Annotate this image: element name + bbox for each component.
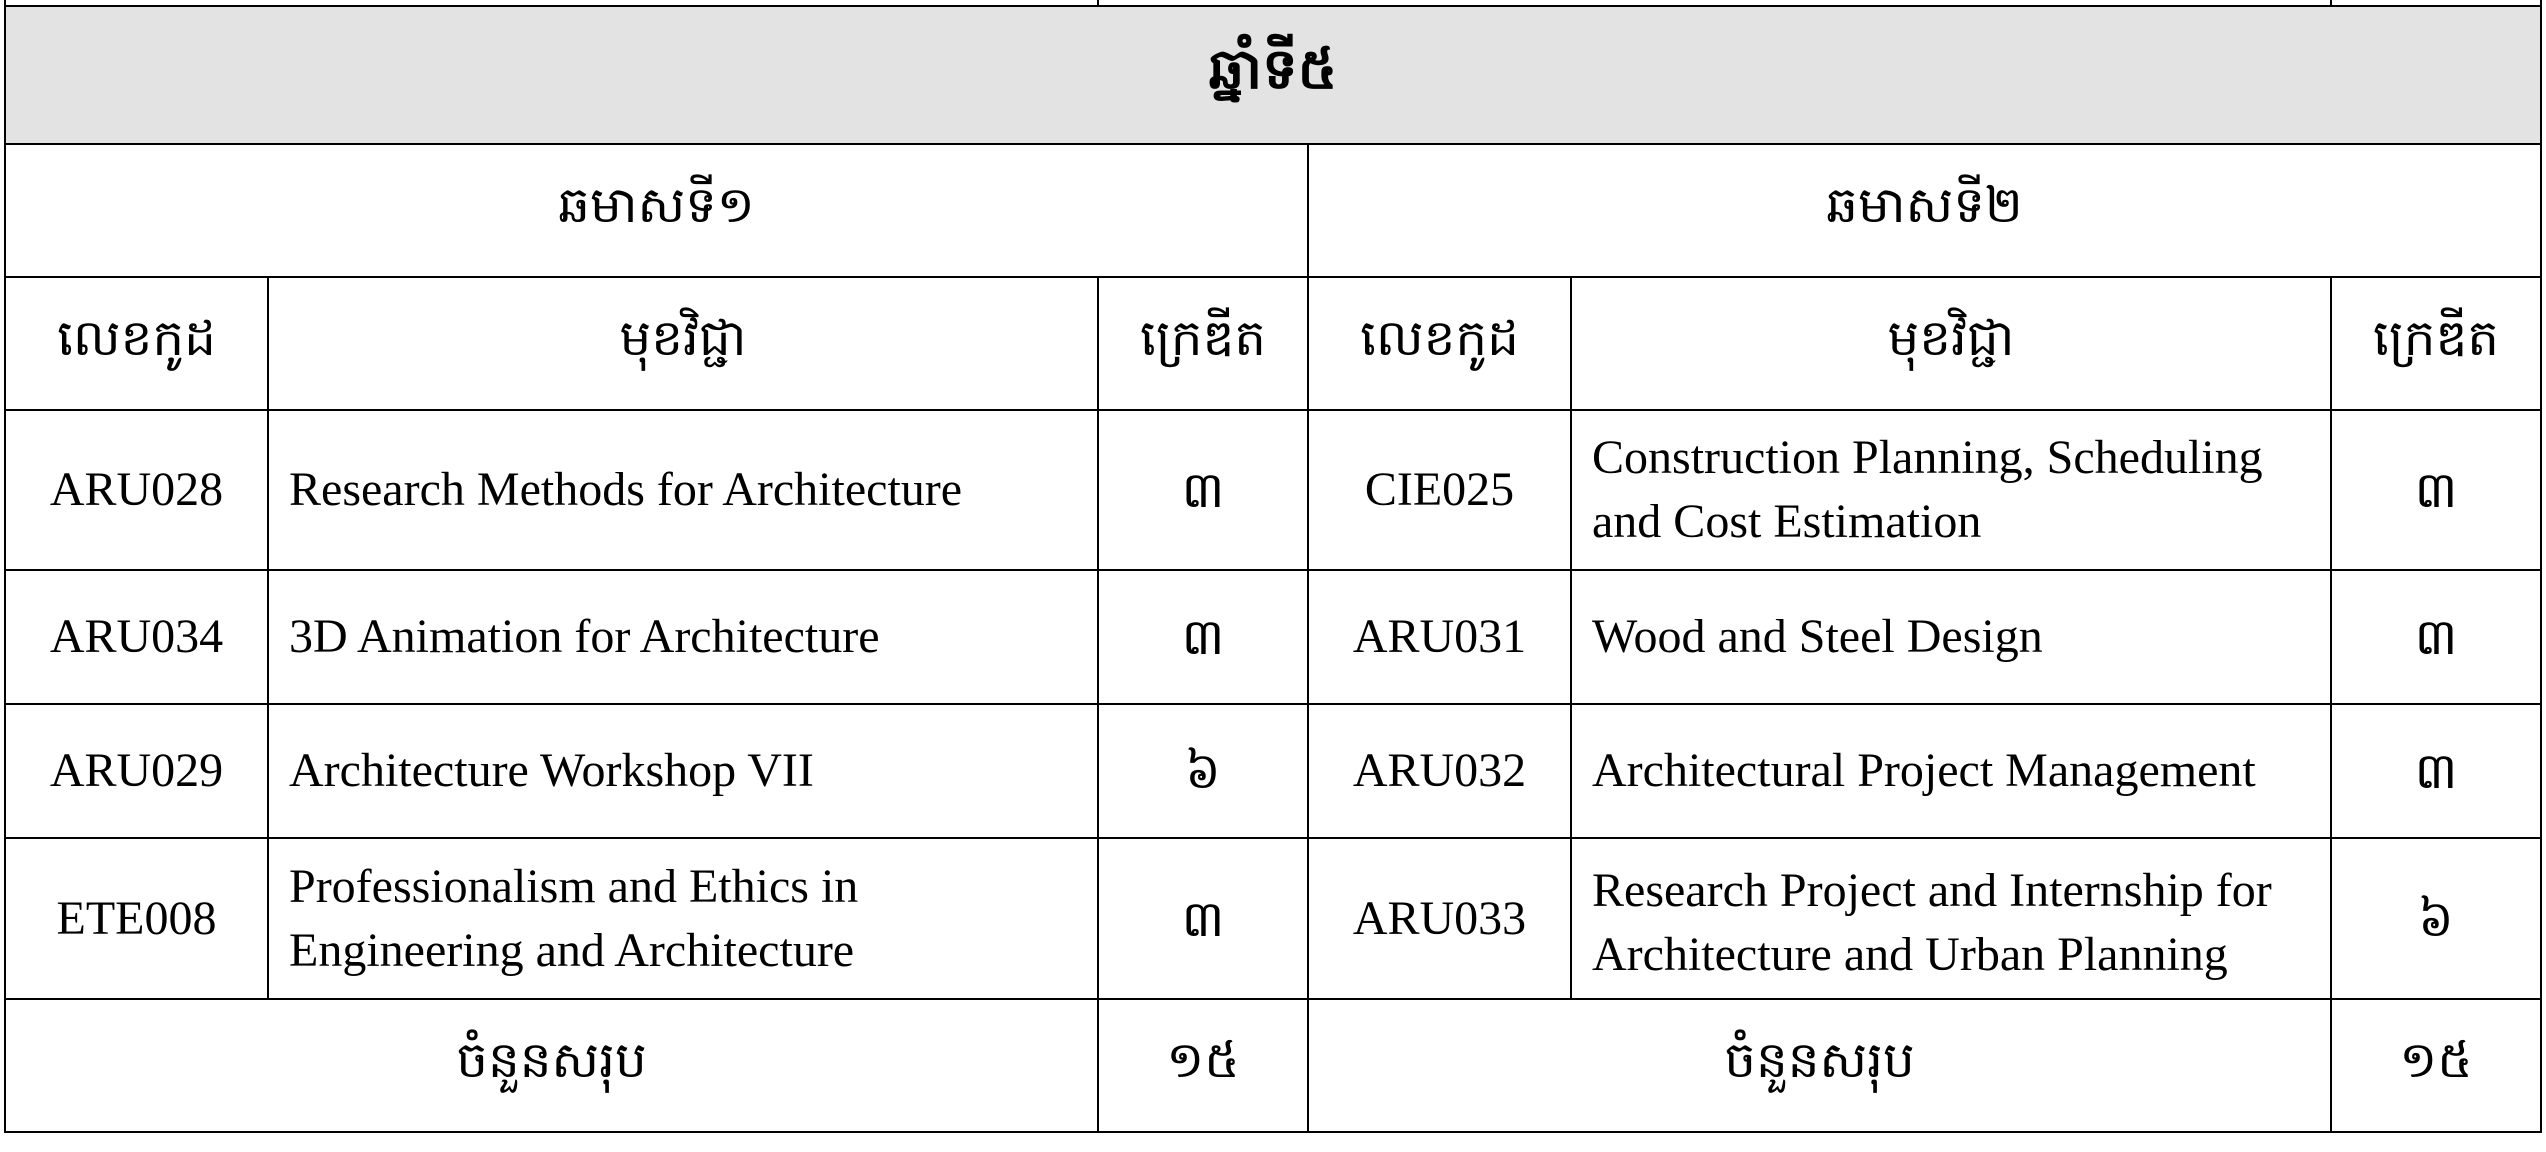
table-row: [5, 838, 2541, 999]
semester-2-title: ឆមាសទី២: [1308, 144, 2541, 277]
semester-2-credit-header: ក្រេឌីត: [2331, 277, 2541, 410]
total-row: [5, 999, 2541, 1132]
semester-1-course-code: ARU029: [5, 704, 268, 838]
semester-2-course-credit: ៣: [2331, 704, 2541, 838]
year-header-row: [5, 6, 2541, 144]
semester-2-course-credit: ៦: [2331, 838, 2541, 999]
semester-2-course-title: Construction Planning, Scheduling and Cost Estimation: [1571, 410, 2331, 570]
table-row: [5, 570, 2541, 704]
semester-header-row: [5, 144, 2541, 277]
year-title: ឆ្នាំទី៥: [5, 6, 2541, 144]
semester-1-course-code: ETE008: [5, 838, 268, 999]
table-row: [5, 410, 2541, 570]
semester-2-course-code: CIE025: [1308, 410, 1571, 570]
semester-2-course-credit: ៣: [2331, 410, 2541, 570]
table-row: [5, 704, 2541, 838]
semester-1-credit-header: ក្រេឌីត: [1098, 277, 1308, 410]
semester-1-course-credit: ៣: [1098, 838, 1308, 999]
semester-2-course-code: ARU033: [1308, 838, 1571, 999]
semester-1-course-code: ARU034: [5, 570, 268, 704]
semester-1-course-credit: ៦: [1098, 704, 1308, 838]
semester-2-subject-header: មុខវិជ្ជា: [1571, 277, 2331, 410]
semester-1-course-credit: ៣: [1098, 570, 1308, 704]
semester-1-total-value: ១៥: [1098, 999, 1308, 1132]
semester-1-code-header: លេខកូដ: [5, 277, 268, 410]
column-header-row: [5, 277, 2541, 410]
semester-2-course-title: Wood and Steel Design: [1571, 570, 2331, 704]
semester-1-course-credit: ៣: [1098, 410, 1308, 570]
semester-1-course-code: ARU028: [5, 410, 268, 570]
semester-2-course-title: Architectural Project Management: [1571, 704, 2331, 838]
semester-2-total-label: ចំនួនសរុប: [1308, 999, 2331, 1132]
semester-2-course-title: Research Project and Internship for Architecture and Urban Planning: [1592, 864, 2272, 981]
semester-2-total-value: ១៥: [2331, 999, 2541, 1132]
semester-1-course-title: Research Methods for Architecture: [268, 410, 1098, 570]
year-5-curriculum-table: [4, 5, 2542, 1133]
semester-2-course-code: ARU031: [1308, 570, 1571, 704]
semester-1-subject-header: មុខវិជ្ជា: [268, 277, 1098, 410]
semester-2-course-credit: ៣: [2331, 570, 2541, 704]
semester-1-title: ឆមាសទី១: [5, 144, 1308, 277]
semester-1-total-label: ចំនួនសរុប: [5, 999, 1098, 1132]
semester-2-course-code: ARU032: [1308, 704, 1571, 838]
semester-1-course-title: Professionalism and Ethics in Engineering and Architecture: [289, 859, 859, 977]
semester-1-course-title: Architecture Workshop VII: [268, 704, 1098, 838]
semester-2-code-header: លេខកូដ: [1308, 277, 1571, 410]
semester-1-course-title: 3D Animation for Architecture: [268, 570, 1098, 704]
